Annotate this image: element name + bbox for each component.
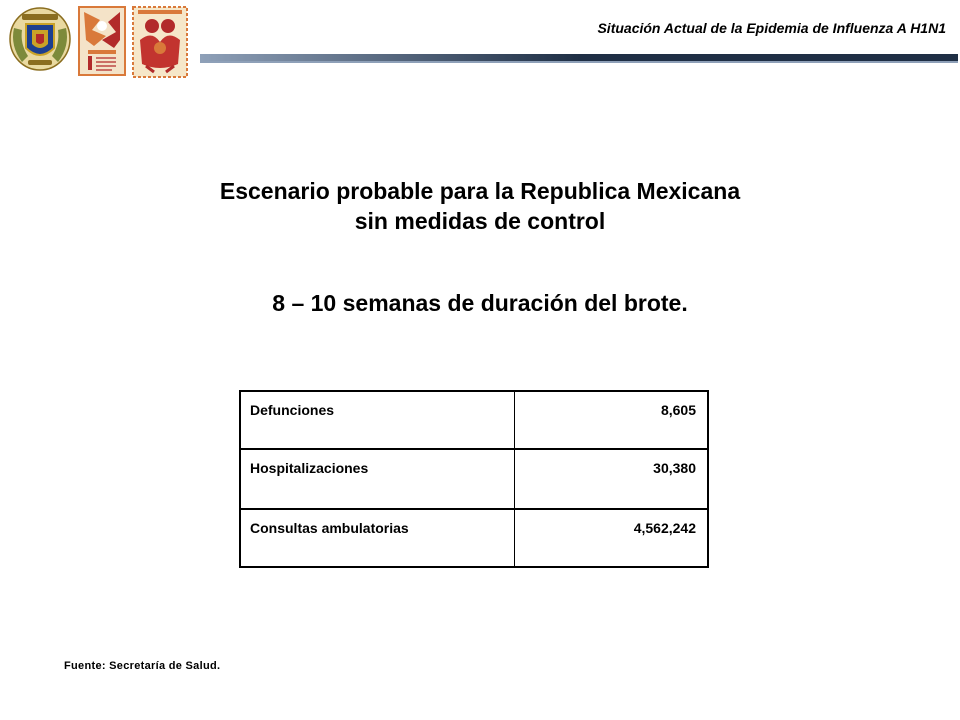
table-row [240, 449, 708, 509]
header-divider [200, 54, 958, 63]
table-cell-label: Hospitalizaciones [240, 449, 514, 509]
source-note: Fuente: Secretaría de Salud. [64, 660, 221, 672]
table-row [240, 509, 708, 567]
scenario-table [239, 390, 709, 568]
family-medicine-department-logo-icon [132, 6, 188, 78]
table-cell-label: Consultas ambulatorias [240, 509, 514, 567]
table-cell-value: 4,562,242 [514, 509, 708, 567]
table-cell-label: Defunciones [240, 391, 514, 449]
table-cell-value: 30,380 [514, 449, 708, 509]
page-title [0, 176, 960, 236]
header-title: Situación Actual de la Epidemia de Influenza A H1N1 [597, 20, 946, 36]
page-subtitle: 8 – 10 semanas de duración del brote. [272, 290, 688, 316]
page-title-line-2: sin medidas de control [354, 208, 606, 234]
page-title-line-1: Escenario probable para la Republica Mexicana [219, 178, 741, 204]
table-row [240, 391, 708, 449]
medicine-faculty-logo-icon [78, 6, 126, 76]
unam-crest-icon [8, 6, 72, 72]
table-cell-value: 8,605 [660, 402, 696, 418]
